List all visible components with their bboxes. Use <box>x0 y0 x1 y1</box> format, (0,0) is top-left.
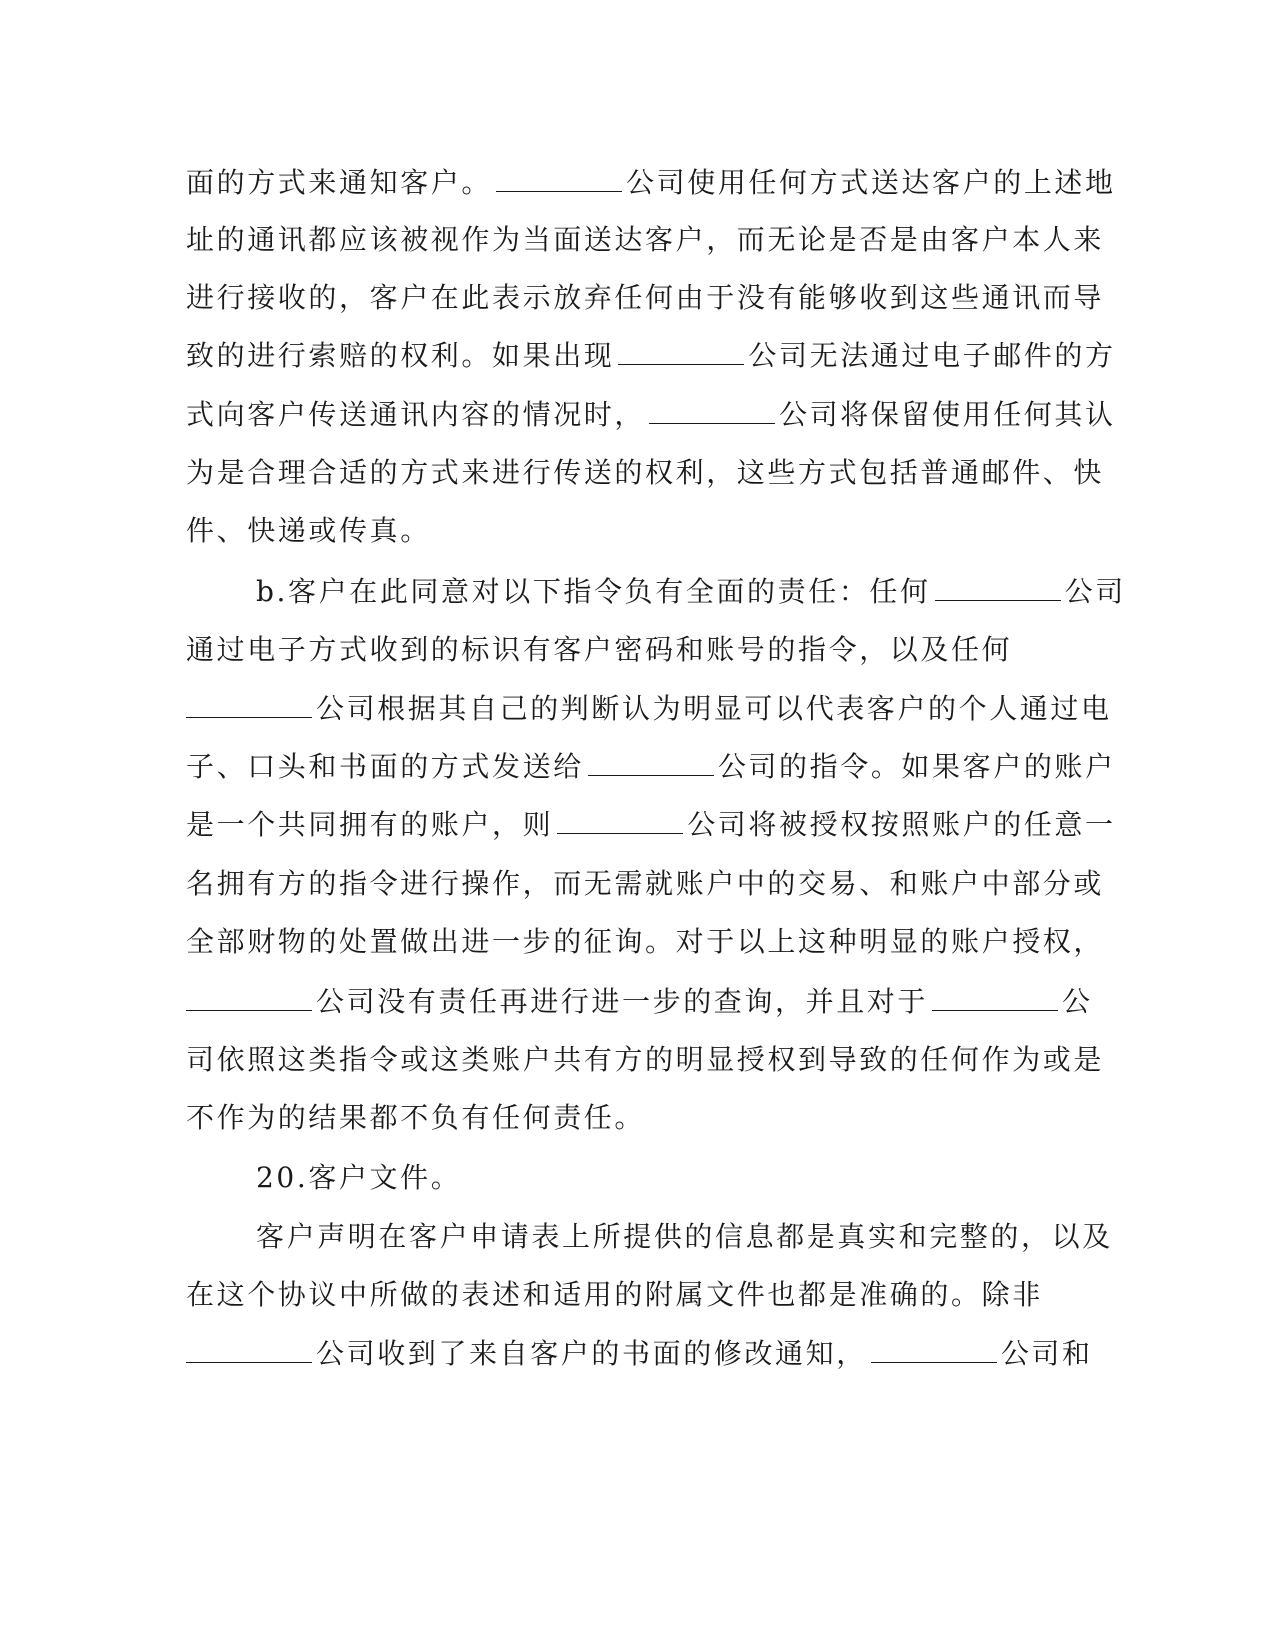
text-segment: 址的通讯都应该被视作为当面送达客户，而无论是否是由客户本人来 <box>186 223 1105 256</box>
text-segment: 公司根据其自己的判断认为明显可以代表客户的个人通过电 <box>316 692 1112 725</box>
text-line-1 <box>186 166 1116 200</box>
text-segment: 20.客户文件。 <box>256 1161 462 1194</box>
fill-in-blank <box>871 1340 997 1363</box>
text-segment: 公司使用任何方式送达客户的上述地 <box>626 166 1116 199</box>
text-segment: 全部财物的处置做出进一步的征询。对于以上这种明显的账户授权， <box>186 925 1105 958</box>
text-line-8 <box>256 575 1126 609</box>
text-segment: 是一个共同拥有的账户，则 <box>186 808 554 841</box>
text-line-5 <box>186 398 1116 432</box>
text-line-19 <box>256 1220 1113 1254</box>
text-segment: 式向客户传送通讯内容的情况时， <box>186 398 646 431</box>
section-heading-20 <box>256 1161 461 1195</box>
text-segment: 通过电子方式收到的标识有客户密码和账号的指令，以及任何 <box>186 633 1013 666</box>
text-line-7 <box>186 514 431 548</box>
text-line-6 <box>186 456 1104 490</box>
fill-in-blank <box>935 578 1061 601</box>
text-segment: 公司收到了来自客户的书面的修改通知， <box>316 1337 867 1370</box>
text-line-3 <box>186 281 1104 315</box>
fill-in-blank <box>618 342 744 365</box>
text-segment: 件、快递或传真。 <box>186 514 431 547</box>
text-line-2 <box>186 223 1104 257</box>
text-segment: 公司无法通过电子邮件的方 <box>748 339 1116 372</box>
fill-in-blank <box>186 988 312 1011</box>
text-segment: 为是合理合适的方式来进行传送的权利，这些方式包括普通邮件、快 <box>186 456 1105 489</box>
text-segment: 名拥有方的指令进行操作，而无需就账户中的交易、和账户中部分或 <box>186 867 1105 900</box>
text-segment: 公司将保留使用任何其认 <box>779 398 1116 431</box>
text-segment: 司依照这类指令或这类账户共有方的明显授权到导致的任何作为或是 <box>186 1043 1105 1076</box>
fill-in-blank <box>932 988 1058 1011</box>
fill-in-blank <box>186 1340 312 1363</box>
text-line-17 <box>186 1101 645 1135</box>
fill-in-blank <box>496 169 622 192</box>
text-segment: 公司没有责任再进行进一步的查询，并且对于 <box>316 985 929 1018</box>
text-line-21 <box>186 1337 1093 1371</box>
text-segment: 公司和 <box>1000 1337 1093 1370</box>
text-line-4 <box>186 339 1116 373</box>
text-line-14 <box>186 925 1104 959</box>
text-segment: 公司 <box>1064 575 1126 608</box>
fill-in-blank <box>649 401 775 424</box>
fill-in-blank <box>557 811 683 834</box>
text-line-20 <box>186 1278 1043 1312</box>
text-line-13 <box>186 867 1104 901</box>
fill-in-blank <box>186 695 312 718</box>
text-line-9 <box>186 633 1012 667</box>
text-line-10 <box>186 692 1112 726</box>
text-segment: 进行接收的，客户在此表示放弃任何由于没有能够收到这些通讯而导 <box>186 281 1105 314</box>
text-line-15 <box>186 985 1093 1019</box>
text-segment: 公司的指令。如果客户的账户 <box>717 750 1116 783</box>
text-segment: 公 <box>1062 985 1093 1018</box>
text-segment: 致的进行索赔的权利。如果出现 <box>186 339 615 372</box>
text-line-11 <box>186 750 1116 784</box>
text-segment: 客户声明在客户申请表上所提供的信息都是真实和完整的，以及 <box>256 1220 1113 1253</box>
text-line-12 <box>186 808 1116 842</box>
text-segment: 公司将被授权按照账户的任意一 <box>687 808 1116 841</box>
text-segment: b.客户在此同意对以下指令负有全面的责任：任何 <box>256 575 931 608</box>
text-segment: 子、口头和书面的方式发送给 <box>186 750 584 783</box>
text-segment: 不作为的结果都不负有任何责任。 <box>186 1101 646 1134</box>
fill-in-blank <box>588 753 714 776</box>
text-line-16 <box>186 1043 1104 1077</box>
text-segment: 面的方式来通知客户。 <box>186 166 493 199</box>
text-segment: 在这个协议中所做的表述和适用的附属文件也都是准确的。除非 <box>186 1278 1043 1311</box>
